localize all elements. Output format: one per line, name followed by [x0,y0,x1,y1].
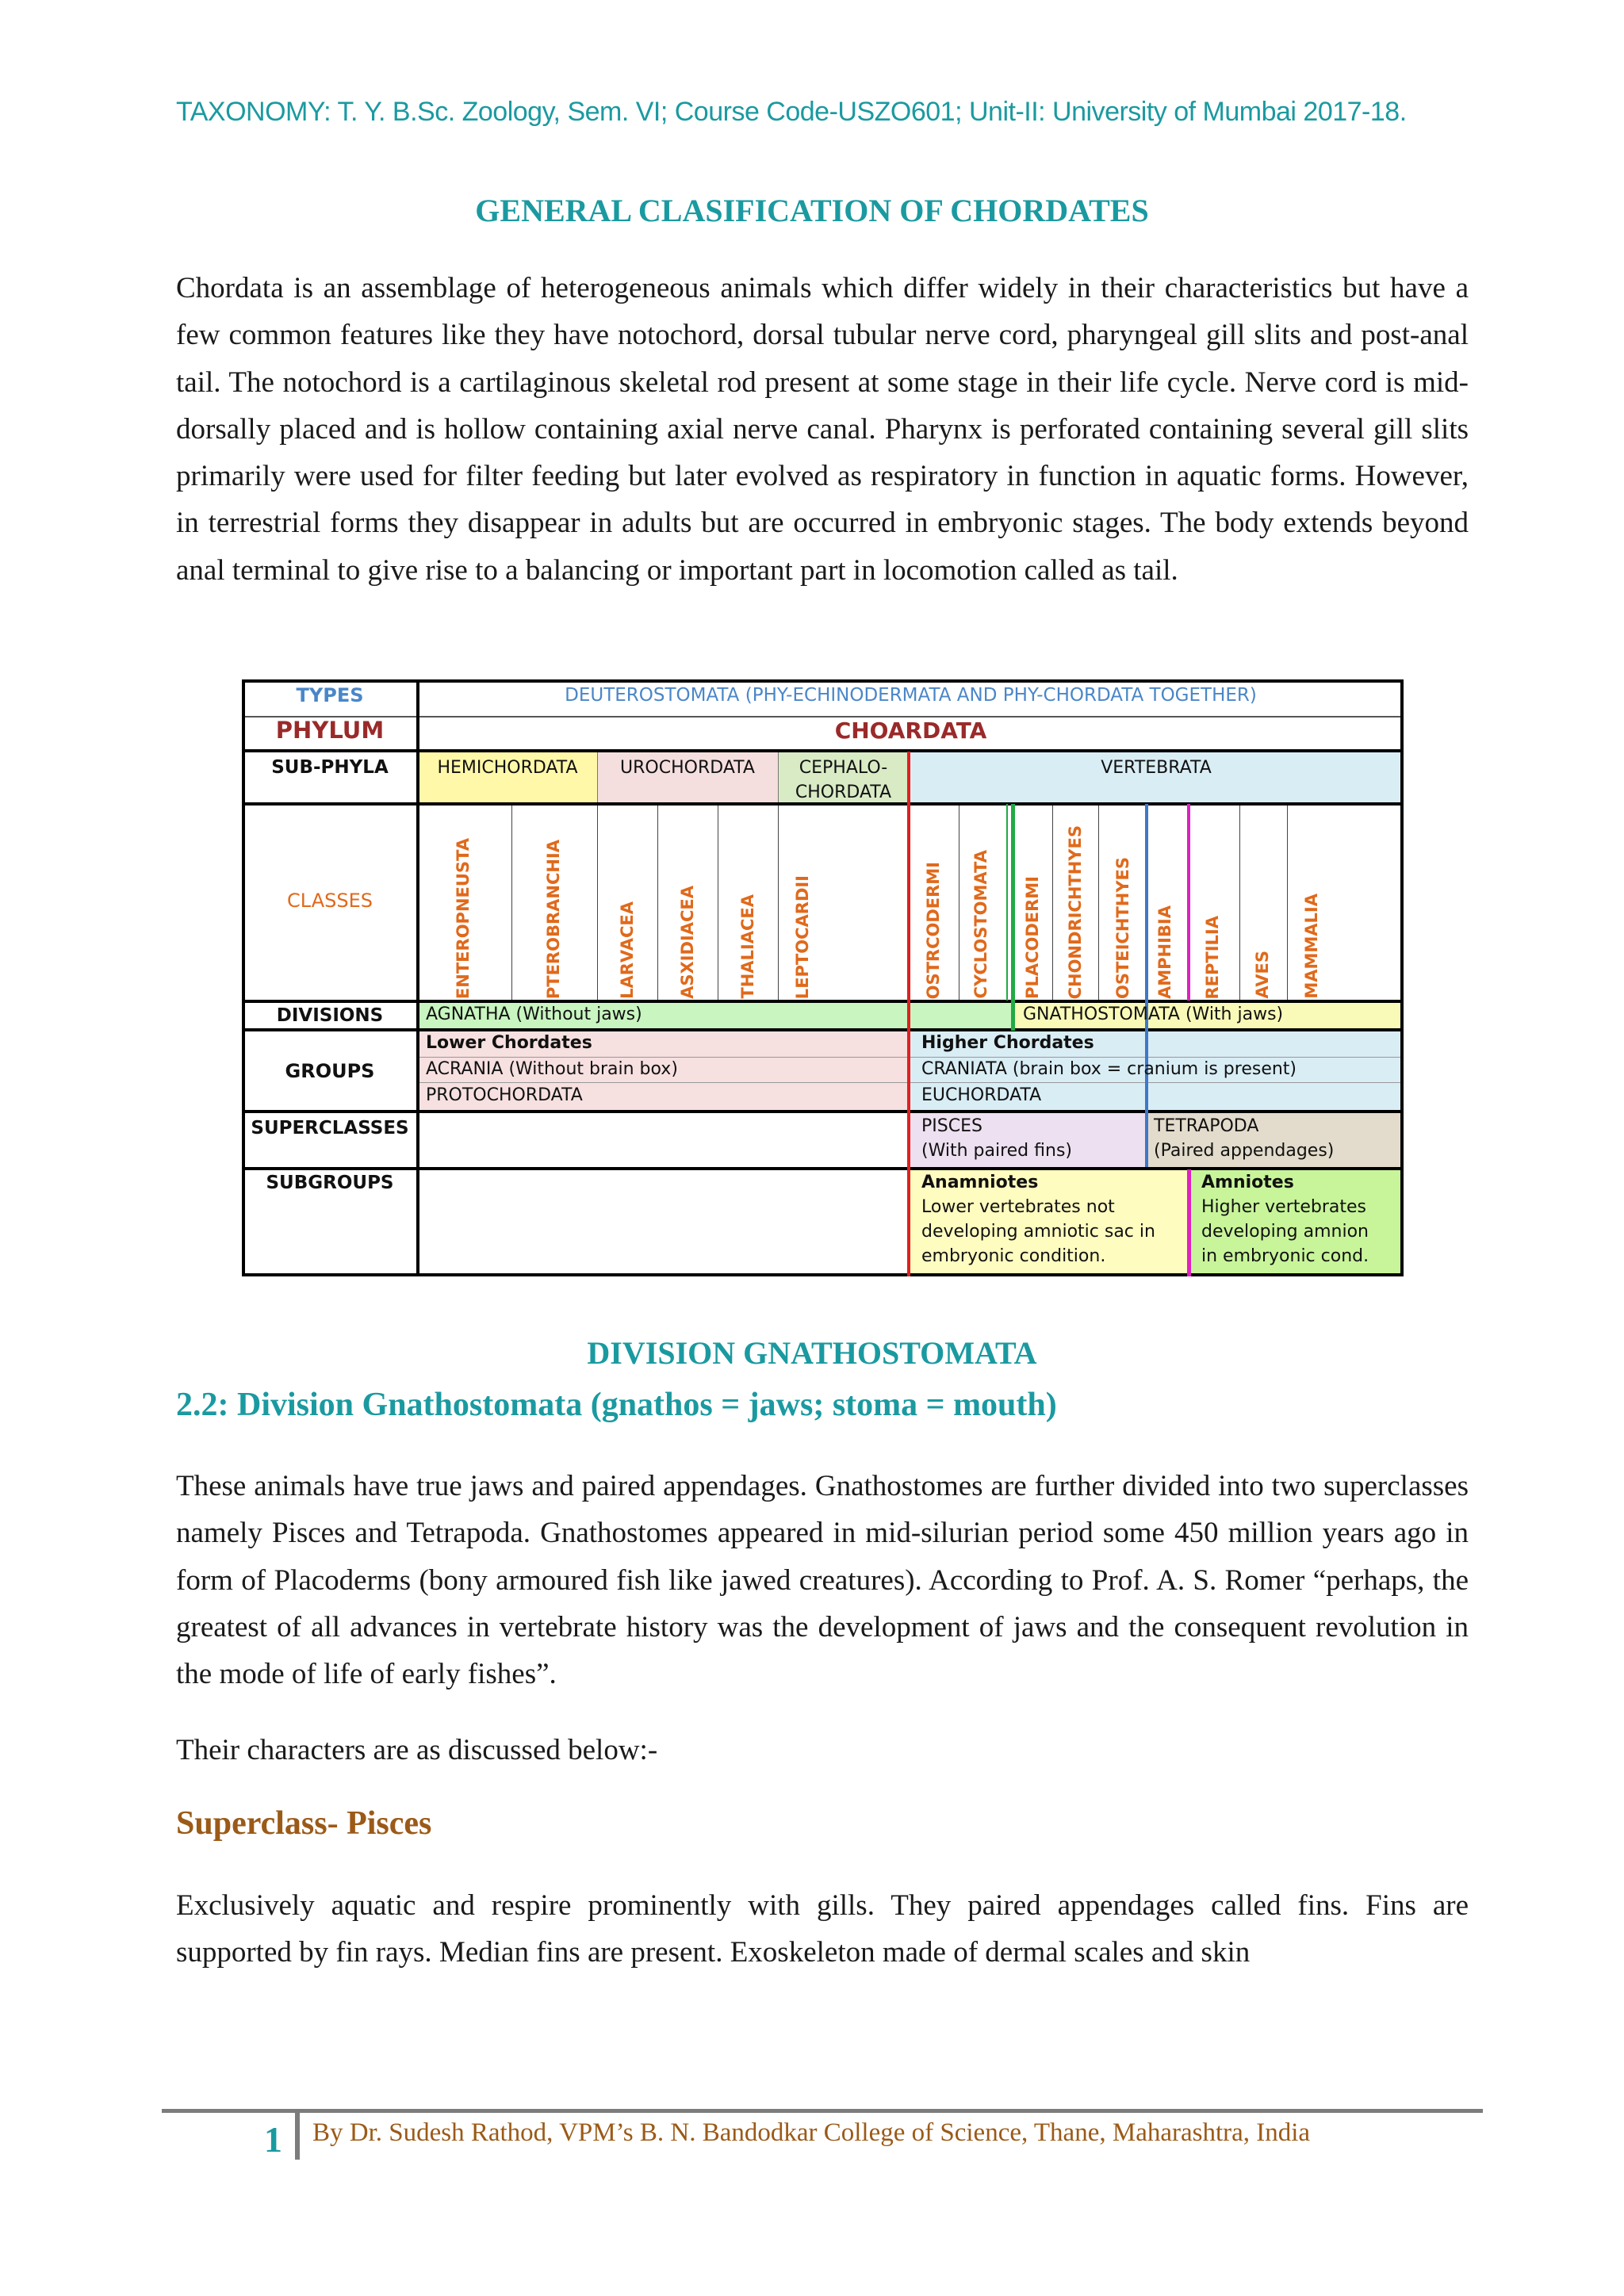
class-ostrcodermi: OSTRCODERMI [924,861,943,999]
subphylum-cephalochordata-line1: CEPHALO- [799,758,888,778]
superclass-pisces-heading: Superclass- Pisces [176,1805,432,1842]
group-euchordata: EUCHORDATA [921,1085,1042,1105]
phylum-value: CHOARDATA [834,718,987,744]
subgroup-anamniotes-line2: developing amniotic sac in [921,1222,1155,1242]
group-craniata: CRANIATA (brain box = cranium is present) [921,1059,1297,1079]
page-number: 1 [264,2119,282,2160]
row-label-types: TYPES [296,684,364,706]
class-leptocardii: LEPTOCARDII [793,874,812,999]
class-chondrichthyes: CHONDRICHTHYES [1066,825,1085,999]
class-aves: AVES [1253,951,1272,999]
class-asxidiacea: ASXIDIACEA [678,886,697,999]
footer-divider [295,2112,300,2160]
division-agnatha: AGNATHA (Without jaws) [426,1004,642,1024]
class-placodermi: PLACODERMI [1023,876,1042,999]
subphylum-cephalochordata-line2: CHORDATA [795,783,892,802]
subphylum-urochordata: UROCHORDATA [620,758,755,778]
class-thaliacea: THALIACEA [738,894,757,999]
classification-table [242,679,1404,1276]
subgroup-anamniotes: Anamniotes [921,1173,1039,1192]
row-label-subgroups: SUBGROUPS [266,1173,394,1193]
superclass-pisces-note: (With paired fins) [921,1141,1072,1161]
row-label-groups: GROUPS [285,1060,375,1082]
subgroup-amniotes-line1: Higher vertebrates [1201,1197,1367,1217]
subphylum-vertebrata: VERTEBRATA [1101,758,1212,778]
row-label-phylum: PHYLUM [275,717,385,744]
class-mammalia: MAMMALIA [1302,894,1321,999]
subphylum-hemichordata: HEMICHORDATA [437,758,578,778]
division-gnathostomata: GNATHOSTOMATA (With jaws) [1023,1004,1284,1024]
section-title-division-gnathostomata: DIVISION GNATHOSTOMATA [587,1335,1037,1371]
class-larvacea: LARVACEA [618,901,637,999]
row-label-divisions: DIVISIONS [276,1005,384,1026]
superclass-tetrapoda-note: (Paired appendages) [1154,1141,1335,1161]
footer-rule [162,2109,1483,2113]
section-title-general-classification: GENERAL CLASIFICATION OF CHORDATES [475,193,1149,228]
class-osteichthyes: OSTEICHTHYES [1113,856,1132,999]
class-cyclostomata: CYCLOSTOMATA [971,850,990,999]
types-value: DEUTEROSTOMATA (PHY-ECHINODERMATA AND PHY-CHORDATA TOGETHER) [565,685,1257,706]
footer-credit: By Dr. Sudesh Rathod, VPM’s B. N. Bandodkar College of Science, Thane, Maharashtra, India [312,2118,1311,2147]
group-acrania: ACRANIA (Without brain box) [426,1059,678,1079]
subgroup-amniotes: Amniotes [1201,1173,1294,1192]
gnathostomata-paragraph: These animals have true jaws and paired appendages. Gnathostomes are further divided into two superclasses namely Pisces and Tetrapoda. Gnathostomes appeared in mid-silurian period some 450 million years ago in form of Placoderms (bony armoured fish like jawed creatures). According to Prof. A. S. Romer “perhaps, the greatest of all advances in vertebrate history was the development of jaws and the consequent revolution in the mode of life of early fishes”. [176,1470,1469,1691]
class-amphibia: AMPHIBIA [1155,905,1174,999]
subgroup-amniotes-line3: in embryonic cond. [1201,1246,1369,1266]
row-label-subphyla: SUB-PHYLA [271,757,389,778]
class-pterobranchia: PTEROBRANCHIA [544,839,563,999]
section-heading-2-2: 2.2: Division Gnathostomata (gnathos = jaws; stoma = mouth) [176,1387,1057,1423]
superclass-tetrapoda: TETRAPODA [1154,1116,1259,1136]
row-label-superclasses: SUPERCLASSES [251,1118,409,1138]
running-header: TAXONOMY: T. Y. B.Sc. Zoology, Sem. VI; Course Code-USZO601; Unit-II: University of Mumbai 2017-18. [176,97,1407,127]
subgroup-anamniotes-line3: embryonic condition. [921,1246,1106,1266]
subgroup-amniotes-line2: developing amnion [1201,1222,1369,1242]
row-label-classes: CLASSES [287,890,373,912]
characters-intro: Their characters are as discussed below:- [176,1734,658,1766]
group-protochordata: PROTOCHORDATA [426,1085,583,1105]
class-reptilia: REPTILIA [1203,915,1222,999]
intro-paragraph: Chordata is an assemblage of heterogeneous animals which differ widely in their characteristics but have a few common features like they have notochord, dorsal tubular nerve cord, pharyngeal gill slits and post-anal tail. The notochord is a cartilaginous skeletal rod present at some stage in their life cycle. Nerve cord is mid-dorsally placed and is hollow containing axial nerve canal. Pharynx is perforated containing several gill slits primarily were used for filter feeding but later evolved as respiratory in function in aquatic forms. However, in terrestrial forms they disappear in adults but are occurred in embryonic stages. The body extends beyond anal terminal to give rise to a balancing or important part in locomotion called as tail. [176,272,1469,587]
superclass-pisces: PISCES [921,1116,982,1136]
pisces-paragraph: Exclusively aquatic and respire prominently with gills. They paired appendages called fins. Fins are supported by fin rays. Median fins are present. Exoskeleton made of dermal scales and skin [176,1889,1469,1969]
group-lower-chordates: Lower Chordates [426,1033,592,1053]
subgroup-anamniotes-line1: Lower vertebrates not [921,1197,1115,1217]
group-higher-chordates: Higher Chordates [921,1033,1094,1053]
class-enteropneusta: ENTEROPNEUSTA [454,837,473,999]
